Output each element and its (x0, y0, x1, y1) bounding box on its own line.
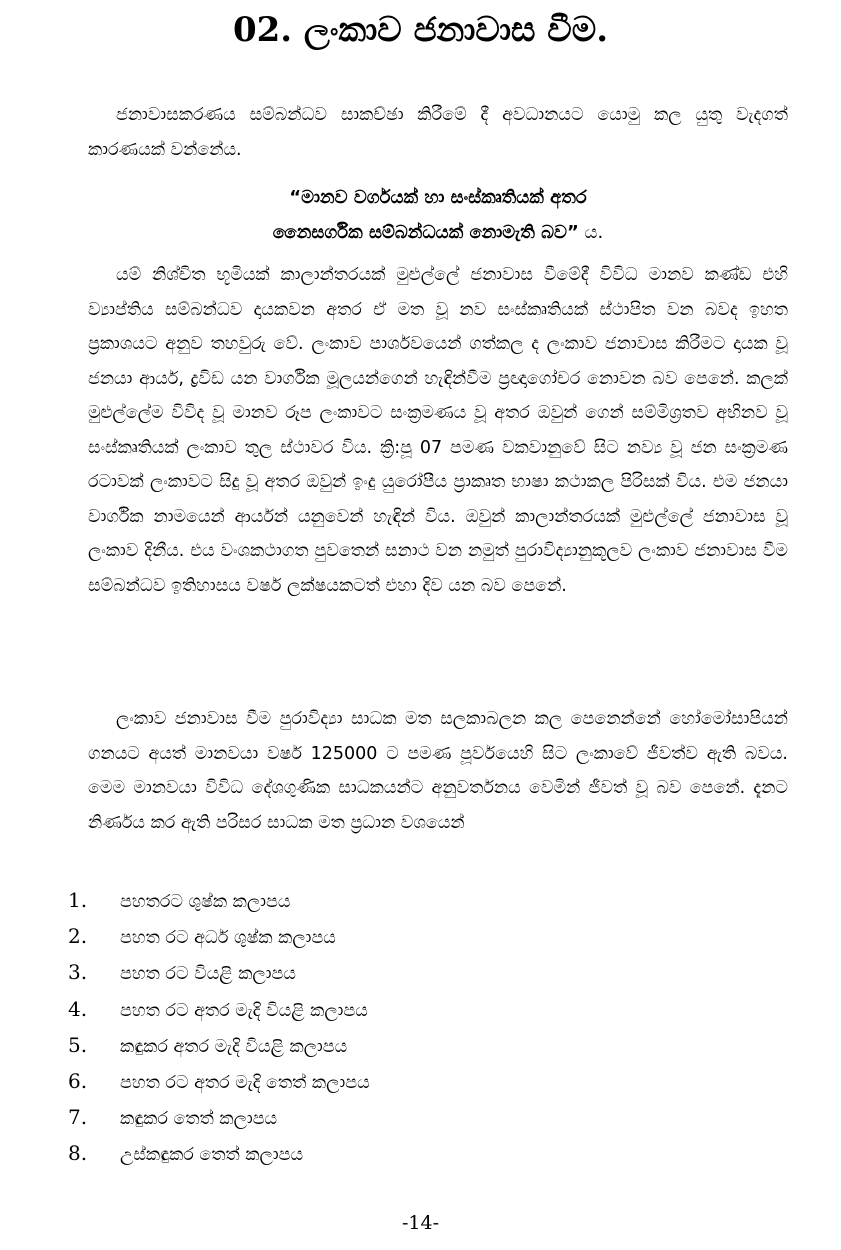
list-item-label: පහත රට වියළි කලාපය (120, 964, 296, 985)
page-title: 02. ලංකාව ජනාවාස වීම. (232, 10, 609, 50)
list-item-label: කඳුකර තෙත් කලාපය (120, 1109, 278, 1130)
list-item (68, 1135, 768, 1171)
list-item-label: පහත රට අතර මැදි තෙත් කලාපය (120, 1072, 370, 1093)
list-item-label: උස්කඳුකර තෙත් කලාපය (120, 1145, 304, 1166)
list-item (68, 991, 768, 1027)
quote-block (88, 180, 788, 250)
list-item-number: 1. (68, 888, 88, 912)
quote-line-2-text: නෛසර්ගික සම්බන්ධයක් නොමැති බව” (272, 222, 579, 243)
list-item (68, 1027, 768, 1063)
intro-text: ජනාවාසකරණය සම්බන්ධව සාකච්ඡා කිරීමේ දී අවධානයට යොමු කල යුතු වැදගත් කාරණයක් වන්නේය. (88, 105, 788, 160)
list-item (68, 918, 768, 954)
quote-line-1-text: “මානව වර්ගයක් හා සංස්කෘතියක් අතර (289, 187, 587, 208)
list-item-number: 3. (68, 960, 88, 985)
archaeology-text: ලංකාව ජනාවාස වීම පුරාවිද්‍යා සාධක මත සලකාබලන කල පෙනෙන්නේ හෝමෝසාපියන් ගනයට අයත් මානවයා වර්ෂ 125000 ට පමණ පූර්වයෙහි සිට ලංකාවේ ජීවත්ව ඇති බවය. මෙම මානවයා විවිධ දේශගුණික සාධකයන්ට අනුවර්තනය වෙමින් ජීවත් වූ බව පෙනේ. දැනට නිර්ණය කර ඇති පරිසර සාධක මත ප්‍රධාන වශයෙන් (88, 709, 788, 833)
list-item-number: 8. (68, 1141, 88, 1166)
list-item-number: 6. (68, 1068, 88, 1093)
quote-line-2 (88, 215, 788, 250)
list-item-number: 5. (68, 1032, 88, 1057)
quote-line-1 (88, 180, 788, 215)
quote-suffix: ය. (578, 222, 604, 243)
list-item-number: 2. (68, 924, 88, 949)
list-item-label: පහත රට අතර මැදි වියළි කලාපය (120, 1000, 368, 1021)
list-item-number: 4. (68, 996, 88, 1021)
page-number: -14- (401, 1212, 440, 1234)
list-item (68, 1099, 768, 1135)
list-item (68, 882, 768, 918)
list-item (68, 954, 768, 990)
settlement-text: යම් නිශ්චිත භූමියක් කාලාන්තරයක් මුළුල්ලේ ජනාවාස වීමේදී විවිධ මානව කණ්ඩ එහි ව්‍යාප්තිය සම්බන්ධව දායකවන අතර ඒ මත වූ නව සංස්කෘතියක් ස්ථාපිත වන බවද ඉහත ප්‍රකාශයට අනුව තහවුරු වේ. ලංකාව පාර්ශවයෙන් ගත්කල ද ලංකාව ජනාවාස කිරීමට දායක වූ ජනයා ආර්ය, ද්‍රවිඩ යන වාර්ගික මූලයන්ගෙන් හැඳින්වීම ප්‍රඥාගෝචර නොවන බව පෙනේ. කලක් මුළුල්ලේම විවිද වූ මානව රූප ලංකාවට සංක්‍රමණය වූ අතර ඔවුන් ගෙන් සම්මිශ්‍රතව අභිනව වූ සංස්කෘතියක් ලංකාව තුල ස්ථාවර විය. ක්‍රි:පූ 07 පමණ වකවානුවේ සිට නව්‍ය වූ ජන සංක්‍රමණ රටාවක් ලංකාවට සිදු වූ අතර ඔවුන් ඉංදු යුරෝපීය ප්‍රාකෘත භාෂා කථාකල පිරිසක් විය. එම ජනයා වාර්ගික නාමයෙන් ආර්යන් යනුවෙන් හැඳින් විය. ඔවුන් කාලාන්තරයක් මුළුල්ලේ ජනාවාස වූ ලංකාව දිනීය. එය වංශකථාගත පුවතෙන් සනාථ වන නමුත් පුරාවිද්‍යානුකූලව ලංකාව ජනාවාස වීම සම්බන්ධව ඉතිහාසය වර්ෂ ලක්ෂයකටත් එහා දිව යන බව පෙනේ. (88, 265, 788, 596)
intro-paragraph (88, 98, 788, 167)
list-item (68, 1063, 768, 1099)
list-item-label: පහත රට අර්ධ ශුෂ්ක කලාපය (120, 928, 336, 949)
settlement-paragraph (88, 258, 788, 603)
list-item-label: පහතරට ශුෂ්ක කලාපය (120, 892, 291, 912)
climate-zone-list (68, 882, 768, 1172)
archaeology-paragraph (88, 702, 788, 840)
list-item-label: කඳුකර අතර මැදි වියළි කලාපය (120, 1036, 348, 1057)
list-item-number: 7. (68, 1105, 88, 1130)
